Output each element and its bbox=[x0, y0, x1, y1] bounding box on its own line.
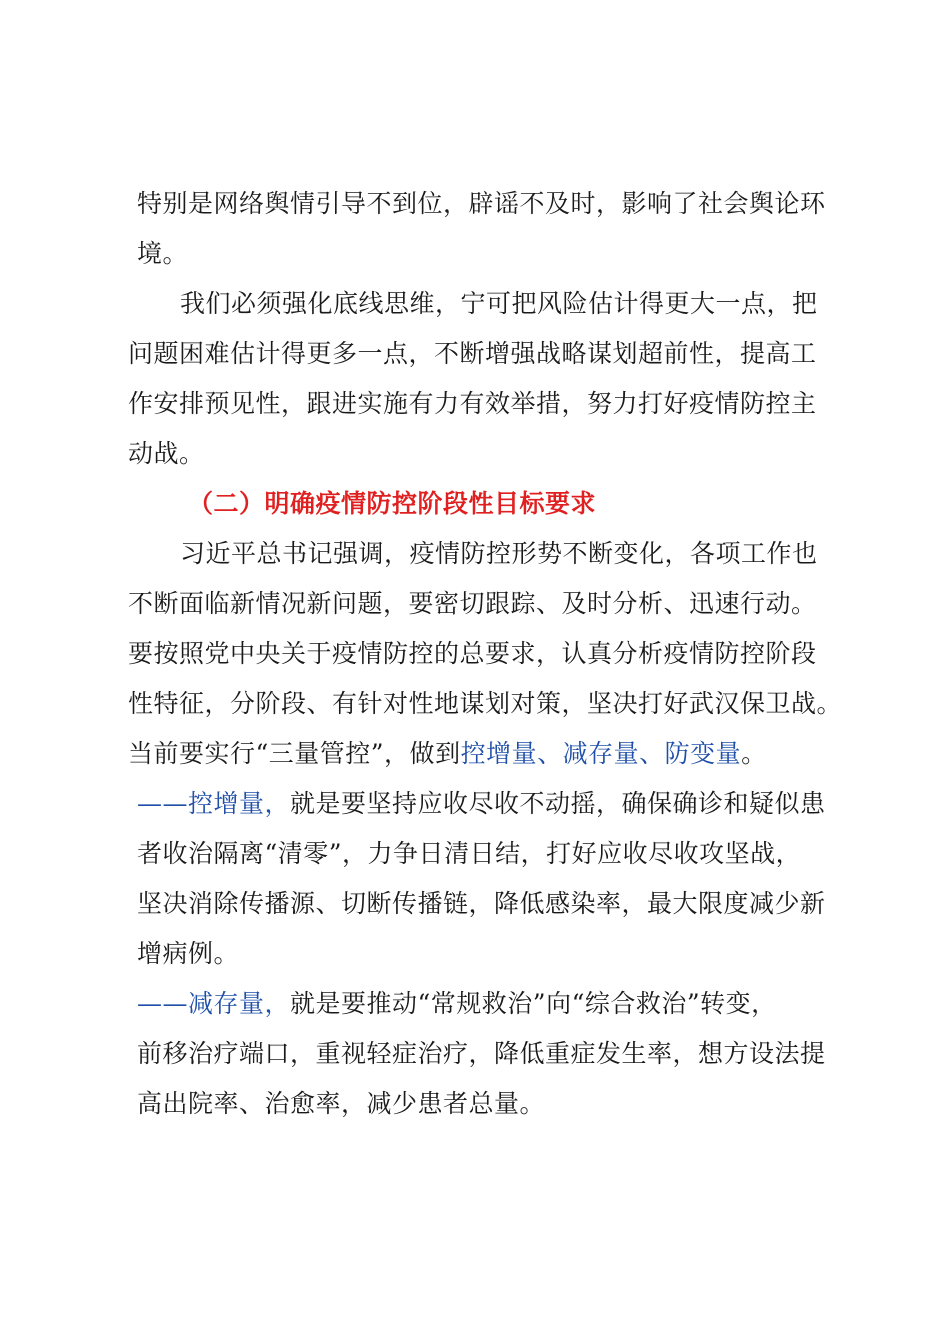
paragraph-5-line-3: 高出院率、治愈率，减少患者总量。 bbox=[137, 1089, 546, 1118]
paragraph-4-line-4: 增病例。 bbox=[137, 939, 240, 968]
paragraph-2-line-1: 我们必须强化底线思维，宁可把风险估计得更大一点，把 bbox=[180, 289, 818, 318]
paragraph-1-line-1: 特别是网络舆情引导不到位，辟谣不及时，影响了社会舆论环 bbox=[137, 189, 826, 218]
paragraph-2-line-4: 动战。 bbox=[128, 439, 205, 468]
control-increment-lead: ——控增量， bbox=[137, 789, 291, 818]
paragraph-4-line-1-rest: 就是要坚持应收尽收不动摇，确保确诊和疑似患 bbox=[290, 789, 826, 818]
paragraph-3-line-5 bbox=[128, 736, 767, 772]
line-5-suffix: 。 bbox=[741, 739, 767, 768]
paragraph-4-line-1 bbox=[137, 786, 826, 822]
paragraph-3-line-2: 不断面临新情况新问题，要密切跟踪、及时分析、迅速行动。 bbox=[128, 589, 817, 618]
paragraph-5-line-1-rest: 就是要推动“常规救治”向“综合救治”转变， bbox=[290, 989, 777, 1018]
paragraph-3-line-3: 要按照党中央关于疫情防控的总要求，认真分析疫情防控阶段 bbox=[128, 639, 817, 668]
paragraph-2-line-2: 问题困难估计得更多一点，不断增强战略谋划超前性，提高工 bbox=[128, 339, 817, 368]
paragraph-5-line-1 bbox=[137, 986, 777, 1022]
paragraph-5-line-2: 前移治疗端口，重视轻症治疗，降低重症发生率，想方设法提 bbox=[137, 1039, 826, 1068]
paragraph-2-line-3: 作安排预见性，跟进实施有力有效举措，努力打好疫情防控主 bbox=[128, 389, 817, 418]
paragraph-3-line-4: 性特征，分阶段、有针对性地谋划对策，坚决打好武汉保卫战。 bbox=[128, 689, 843, 718]
paragraph-4-line-3: 坚决消除传播源、切断传播链，降低感染率，最大限度减少新 bbox=[137, 889, 826, 918]
three-measures-highlight: 控增量、减存量、防变量 bbox=[460, 739, 742, 768]
line-5-prefix: 当前要实行“三量管控”，做到 bbox=[128, 739, 461, 768]
paragraph-3-line-1: 习近平总书记强调，疫情防控形势不断变化，各项工作也 bbox=[180, 539, 818, 568]
section-heading: （二）明确疫情防控阶段性目标要求 bbox=[188, 489, 597, 518]
paragraph-1-line-2: 境。 bbox=[137, 239, 189, 268]
reduce-stock-lead: ——减存量， bbox=[137, 989, 291, 1018]
paragraph-4-line-2: 者收治隔离“清零”，力争日清日结，打好应收尽收攻坚战， bbox=[137, 839, 802, 868]
